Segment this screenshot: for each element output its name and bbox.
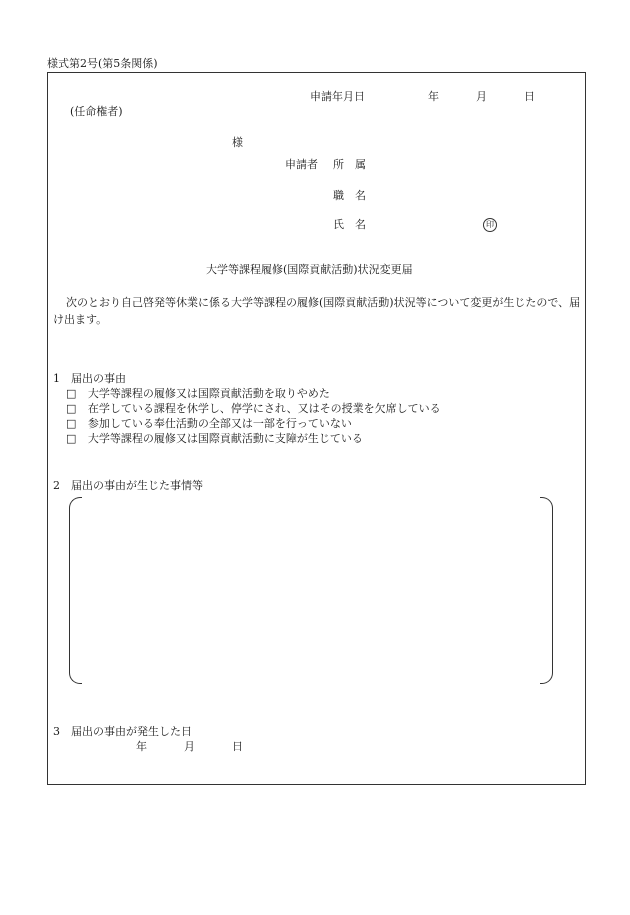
- occurrence-year-label: 年: [136, 740, 147, 753]
- date-day-label: 日: [524, 90, 535, 103]
- section3-heading: 3 届出の事由が発生した日: [53, 725, 192, 738]
- circumstances-bracket-right: [540, 497, 553, 684]
- body-text-content: 次のとおり自己啓発等休業に係る大学等課程の履修(国際貢献活動)状況等について変更が生じたので、届け出ます。: [53, 296, 581, 326]
- affiliation-label: 所 属: [333, 158, 366, 171]
- honorific-label: 様: [232, 136, 243, 149]
- applicant-label: 申請者: [285, 158, 318, 171]
- option-4-label: 大学等課程の履修又は国際貢献活動に支障が生じている: [87, 432, 363, 445]
- body-text: [53, 294, 583, 328]
- occurrence-day-label: 日: [232, 740, 243, 753]
- occurrence-month-label: 月: [184, 740, 195, 753]
- appointer-label: (任命権者): [70, 105, 123, 118]
- section2-heading: 2 届出の事由が生じた事情等: [53, 479, 203, 492]
- option-1: [66, 388, 330, 399]
- checkbox-3[interactable]: □: [66, 417, 77, 430]
- option-3: [66, 418, 352, 429]
- date-month-label: 月: [476, 90, 487, 103]
- option-2-label: 在学している課程を休学し、停学にされ、又はその授業を欠席している: [87, 402, 441, 415]
- checkbox-4[interactable]: □: [66, 432, 77, 445]
- section1-heading: 1 届出の事由: [53, 372, 126, 385]
- option-4: [66, 433, 363, 444]
- option-2: [66, 403, 441, 414]
- option-3-label: 参加している奉仕活動の全部又は一部を行っていない: [87, 417, 352, 430]
- checkbox-1[interactable]: □: [66, 387, 77, 400]
- checkbox-2[interactable]: □: [66, 402, 77, 415]
- seal-mark: 印: [483, 218, 497, 232]
- document-title: 大学等課程履修(国際貢献活動)状況変更届: [206, 263, 413, 276]
- circumstances-bracket-left: [69, 497, 82, 684]
- date-year-label: 年: [428, 90, 439, 103]
- application-date-label: 申請年月日: [310, 90, 365, 103]
- form-number: 様式第2号(第5条関係): [47, 57, 158, 70]
- name-label: 氏 名: [333, 218, 366, 231]
- option-1-label: 大学等課程の履修又は国際貢献活動を取りやめた: [87, 387, 330, 400]
- position-label: 職 名: [333, 189, 366, 202]
